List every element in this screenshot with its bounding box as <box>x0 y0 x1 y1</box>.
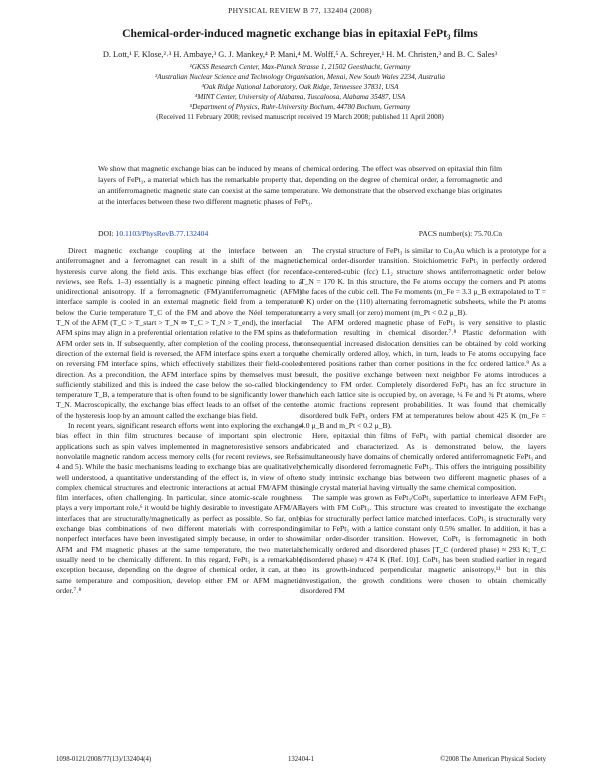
affiliation: ⁴MINT Center, University of Alabama, Tuscaloosa, Alabama 35487, USA <box>194 93 406 101</box>
body-paragraph: The AFM ordered magnetic phase of FePt₃ is very sensitive to plastic deformation resulting in chemical disorder.⁷˒⁸ Plastic deformation with consequential increased dislocation densities can be obtained by cold working the chemically ordered alloy, which, in turn, leads to Fe atoms occupying face centered positions rather than corner positions in the fcc ordered lattice.⁹ As a result, the positive exchange between next neighbor Fe atoms introduces a tendency to FM order. Completely disordered FePt₃ has an fcc structure in which each lattice site is occupied by, on average, ¼ Fe and ¾ Pt atoms, where the atomic fractions represent probabilities. It was found that chemically disordered bulk FePt₃ orders FM at temperatures below about 425 K (m_Fe = 4.0 μ_B and m_Pt < 0.2 μ_B). <box>300 318 546 431</box>
received-dates: (Received 11 February 2008; revised manuscript received 19 March 2008; published 11 April 2008) <box>156 113 444 121</box>
affiliation: ⁵Department of Physics, Ruhr-University Bochum, 44780 Bochum, Germany <box>189 103 411 111</box>
body-paragraph: The crystal structure of FePt₃ is similar to Cu₃Au which is a prototype for a chemical order-disorder transition. Stoichiometric FePt₃ in perfectly ordered face-centered-cubic (fcc) L1₂ structure shows antiferromagnetic order below T_N = 170 K. In this structure, the Fe atoms occupy the corners and Pt atoms the faces of the cubic cell. The Fe moments (m_Fe = 3.3 μ_B extrapolated to T = 0 K) order on the (110) alternating ferromagnetic subsheets, while the Pt atoms carry a very small (or zero) moment (m_Pt < 0.2 μ_B). <box>300 246 546 317</box>
body-paragraph: Here, epitaxial thin films of FePt₃ with partial chemical disorder are fabricated and characterized. As is demonstrated below, the layers simultaneously have domains of chemically ordered antiferromagnetic FePt₃ and chemically disordered ferromagnetic FePt₃. This offers the intriguing possibility to study intrinsic exchange bias between two different magnetic phases of a single crystal material having virtually the same chemical composition. <box>300 431 546 492</box>
affiliation: ³Oak Ridge National Laboratory, Oak Ridge, Tennessee 37831, USA <box>201 83 399 91</box>
doi-line <box>98 229 502 238</box>
affiliations <box>40 62 560 122</box>
pacs-numbers: PACS number(s): 75.70.Cn <box>418 229 502 238</box>
body-column-right <box>300 246 546 596</box>
body-paragraph: Direct magnetic exchange coupling at the interface between an antiferromagnet and a ferromagnet can result in a shift of the magnetic hysteresis curve along the field axis. This exchange bias effect (for recent reviews, see Refs. 1–3) essentially is a magnetic pinning effect leading to a unidirectional anisotropy. If a ferromagnetic (FM)/antiferromagnetic (AFM) interface sample is cooled in an external magnetic field from a temperature below the Curie temperature T_C of the FM and above the Néel temperature T_N of the AFM (T_C > T_start > T_N ⇒ T_C > T_N > T_end), the interfacial AFM spins may align in a preferential orientation relative to the FM spins as the AFM order sets in. If subsequently, after completion of the cooling process, the direction of the external field is reversed, the AFM interface spins exert a torque on reversing FM interface spins, which effectively stabilizes their field-cooled direction. As a precondition, the AFM interface spins by themselves must be sufficiently stabilized and this is indeed the case below the so-called blocking temperature T_B, a temperature that is often found to be significantly lower than T_N. Macroscopically, the exchange bias effect leads to an offset of the center of the hysteresis loop by an amount called the exchange bias field. <box>56 246 302 420</box>
author-list: D. Lott,¹ F. Klose,²˒³ H. Ambaye,³ G. J. Mankey,⁴ P. Mani,⁴ M. Wolff,⁵ A. Schreyer,¹ H. M. Christen,³ and B. C. Sales³ <box>102 50 498 59</box>
footer-issn: 1098-0121/2008/77(13)/132404(4) <box>56 756 152 763</box>
body-paragraph: In recent years, significant research efforts went into exploring the exchange bias effect in thin film structures because of important spin electronic applications such as spin valves implemented in magnetoresistive sensors and nonvolatile magnetic random access memory cells (for recent reviews, see Refs. 4 and 5). While the basic mechanisms leading to exchange bias are qualitatively well understood, a quantitative understanding of the effect is, in view of often complex chemical structures and electronic interactions at actual FM/AFM thin film interfaces, often challenging. In particular, since atomic-scale roughness plays a very important role,⁶ it would be highly desirable to investigate AFM/AF interfaces that are structurally/magnetically as perfect as possible. So far, only exchange bias combinations of two different materials with corresponding nonperfect interfaces have been investigated simply because, in order to show AFM and FM magnetic phases at the same temperature, the two materials usually need to be chemically different. In this regard, FePt₃ is a remarkable exception because, depending on the degree of chemical order, it can, at the same temperature and composition, develop either FM or AFM magnetic order.⁷˒⁸ <box>56 421 302 595</box>
body-paragraph: The sample was grown as FePt₃/CoPt₃ superlattice to interleave AFM FePt₃ layers with FM CoPt₃. This structure was created to investigate the exchange bias for structurally perfect lattice matched interfaces. CoPt₃ is structurally very similar to FePt₃ with a lattice constant only 0.5% smaller. In addition, it has a similar order-disorder transition. However, CoPt₃ is ferromagnetic in both chemically ordered and disordered phases [T_C (ordered phase) ≈ 293 K; T_C (disordered phase) ≈ 474 K (Ref. 10)]. CoPt₃ has been studied earlier in regard to its growth-induced perpendicular magnetic anisotropy,¹¹ but in this investigation, the growth conditions were chosen to obtain chemically disordered FM <box>300 493 546 595</box>
abstract: We show that magnetic exchange bias can be induced by means of chemical ordering. The effect was observed on epitaxial thin film layers of FePt₃, a material which has the remarkable property that, depending on the degree of chemical order, a ferromagnetic and an antiferromagnetic magnetic state can coexist at the same temperature. We demonstrate that the observed exchange bias originates at the interfaces between these two different magnetic phases of FePt₃. <box>98 164 502 206</box>
paper-title: Chemical-order-induced magnetic exchange bias in epitaxial FePt₃ films <box>122 27 478 40</box>
affiliation: ²Australian Nuclear Science and Technology Organisation, Menai, New South Wales 2234, Australia <box>155 73 445 81</box>
doi-prefix: DOI: <box>98 229 114 238</box>
affiliation: ¹GKSS Research Center, Max-Planck Strasse 1, 21502 Geesthacht, Germany <box>189 63 411 71</box>
footer-copyright: ©2008 The American Physical Society <box>440 756 546 763</box>
body-column-left <box>56 246 302 596</box>
doi-link[interactable]: 10.1103/PhysRevB.77.132404 <box>115 229 209 238</box>
running-head: PHYSICAL REVIEW B 77, 132404 (2008) <box>228 6 372 15</box>
footer-page-number: 132404-1 <box>287 756 315 763</box>
